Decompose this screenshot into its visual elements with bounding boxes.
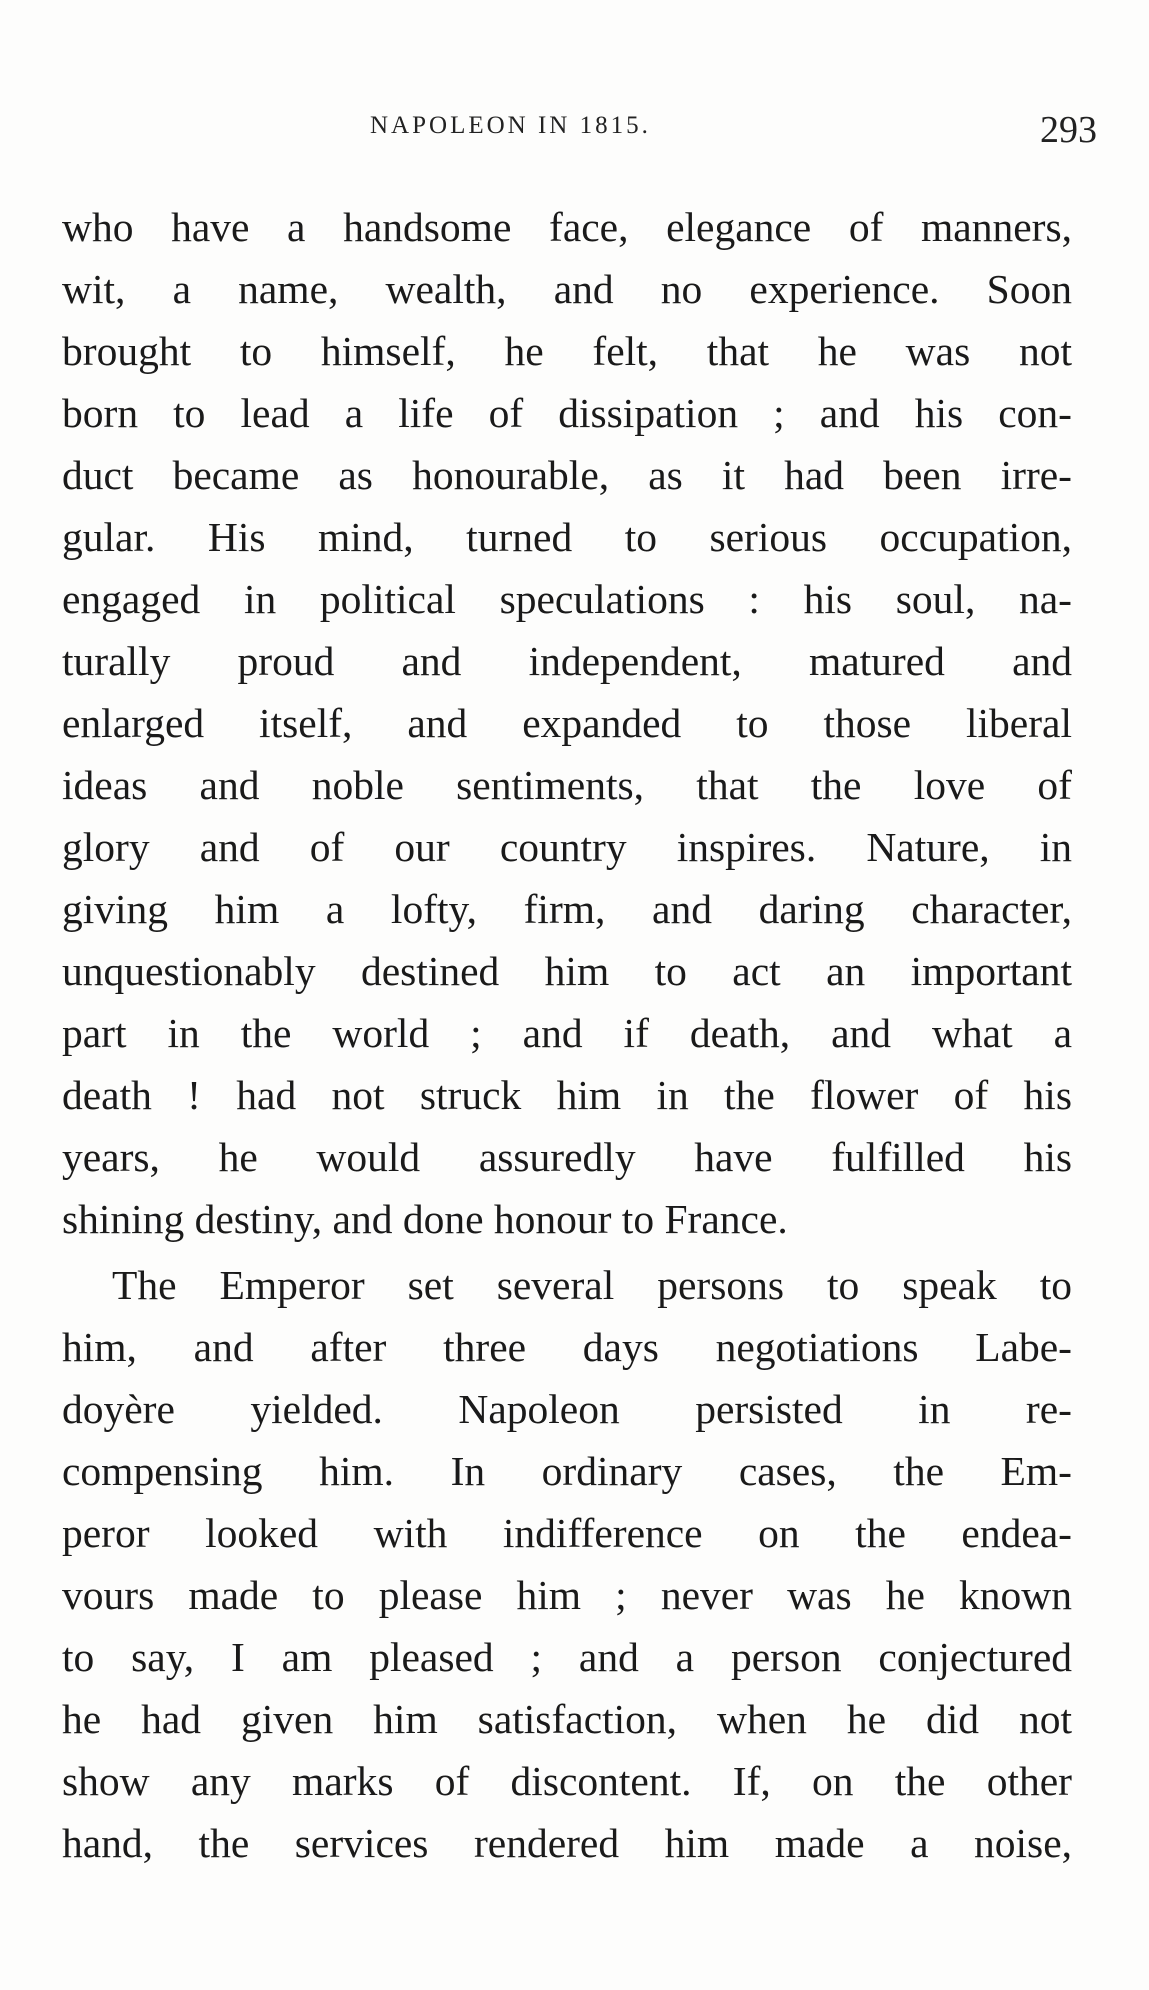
text-line: born to lead a life of dissipation ; and his con- [62,390,1072,436]
text-line: giving him a lofty, firm, and daring character, [62,886,1072,932]
text-line: vours made to please him ; never was he known [62,1572,1072,1618]
text-line: show any marks of discontent. If, on the other [62,1758,1072,1804]
text-line: part in the world ; and if death, and what a [62,1010,1072,1056]
text-line: compensing him. In ordinary cases, the Em- [62,1448,1072,1494]
text-line: years, he would assuredly have fulfilled his [62,1134,1072,1180]
text-line: ideas and noble sentiments, that the love of [62,762,1072,808]
text-line: shining destiny, and done honour to France. [62,1196,788,1242]
text-line: peror looked with indifference on the endea- [62,1510,1072,1556]
text-line: turally proud and independent, matured and [62,638,1072,684]
text-line: brought to himself, he felt, that he was not [62,328,1072,374]
text-line: hand, the services rendered him made a noise, [62,1820,1072,1866]
text-line: gular. His mind, turned to serious occupation, [62,514,1072,560]
text-line: death ! had not struck him in the flower of his [62,1072,1072,1118]
text-line: glory and of our country inspires. Nature, in [62,824,1072,870]
paragraph [62,1254,1072,1874]
text-line: to say, I am pleased ; and a person conjectured [62,1634,1072,1680]
text-line: he had given him satisfaction, when he did not [62,1696,1072,1742]
text-line: duct became as honourable, as it had been irre- [62,452,1072,498]
text-line: The Emperor set several persons to speak to [112,1262,1072,1308]
text-line: engaged in political speculations : his soul, na- [62,576,1072,622]
running-title: NAPOLEON IN 1815. [370,112,651,139]
text-line: enlarged itself, and expanded to those liberal [62,700,1072,746]
page-number: 293 [1040,109,1097,151]
text-line: unquestionably destined him to act an important [62,948,1072,994]
paragraph [62,196,1072,1250]
text-line: wit, a name, wealth, and no experience. Soon [62,266,1072,312]
text-line: who have a handsome face, elegance of manners, [62,204,1072,250]
body-text [62,196,1072,1874]
text-line: doyère yielded. Napoleon persisted in re- [62,1386,1072,1432]
text-line: him, and after three days negotiations Labe- [62,1324,1072,1370]
